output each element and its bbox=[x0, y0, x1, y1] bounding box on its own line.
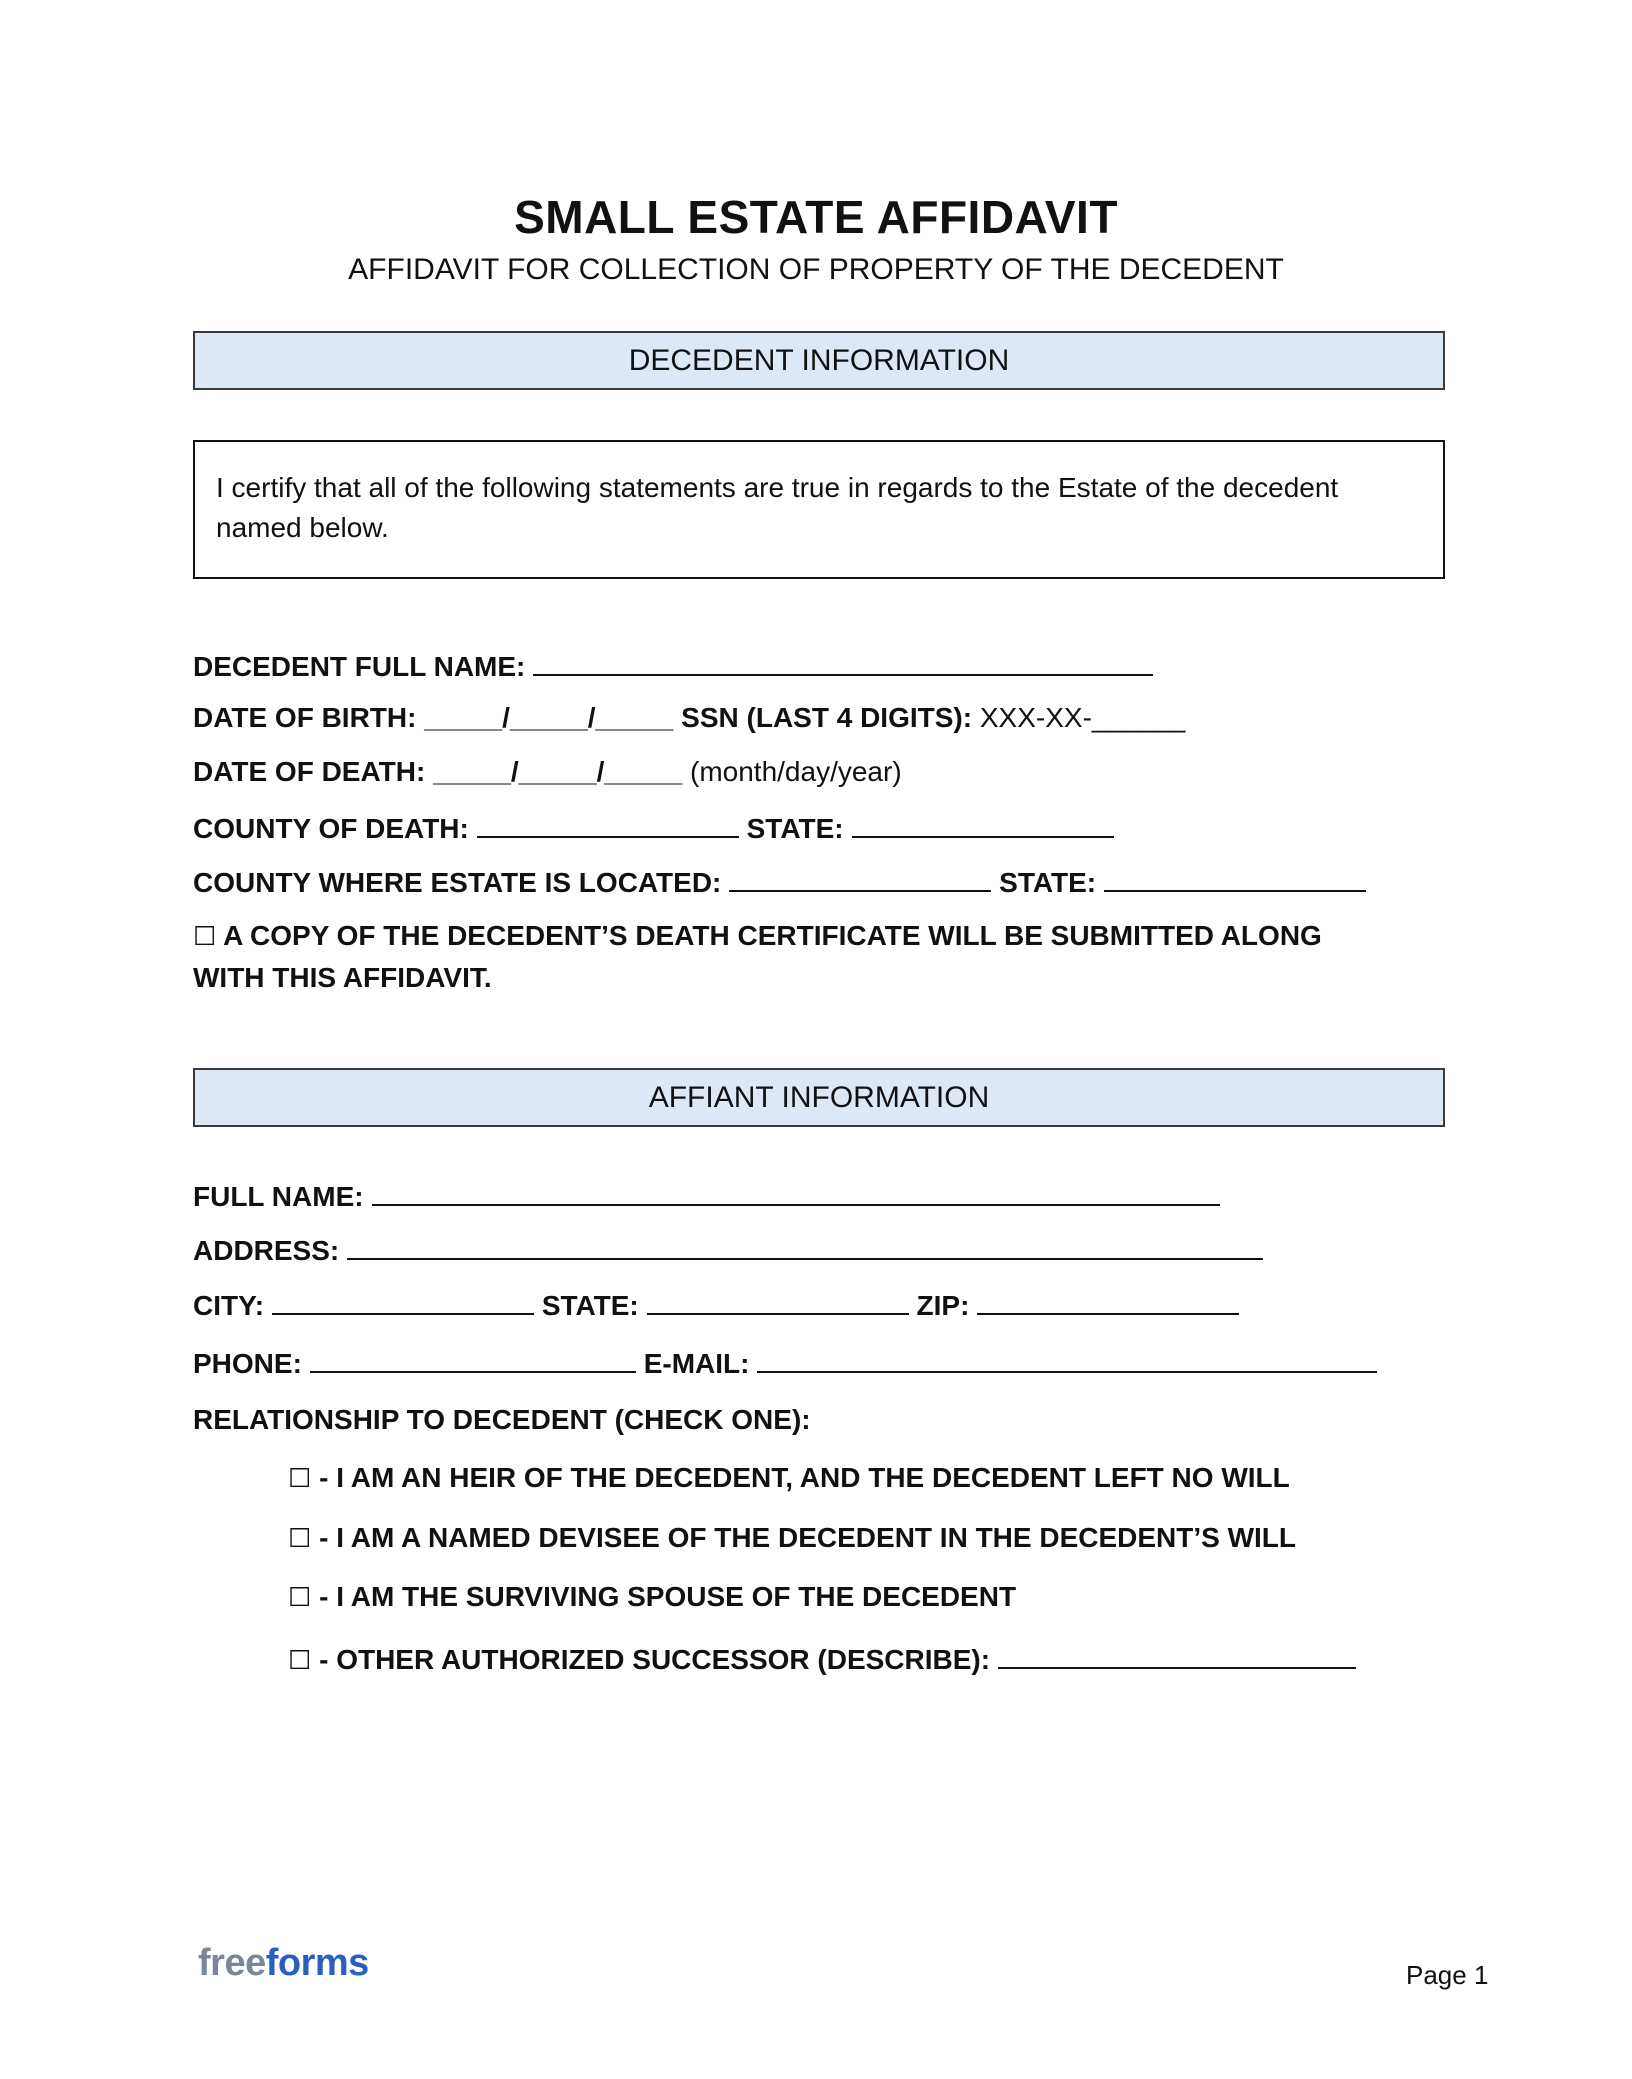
phone-email-row bbox=[193, 1345, 1377, 1380]
other-option-text: - OTHER AUTHORIZED SUCCESSOR (DESCRIBE): bbox=[319, 1644, 991, 1675]
relationship-option-spouse bbox=[288, 1581, 1016, 1613]
county-estate-field[interactable] bbox=[729, 864, 991, 892]
document-title: SMALL ESTATE AFFIDAVIT bbox=[514, 191, 1118, 243]
heir-option-text: - I AM AN HEIR OF THE DECEDENT, AND THE DECEDENT LEFT NO WILL bbox=[319, 1462, 1290, 1493]
affiant-full-name-field[interactable] bbox=[372, 1178, 1220, 1206]
affiant-state-label: STATE: bbox=[541, 1290, 639, 1321]
county-of-death-label: COUNTY OF DEATH: bbox=[193, 813, 469, 844]
certification-box bbox=[193, 440, 1445, 579]
date-of-birth-label: DATE OF BIRTH: bbox=[193, 702, 417, 733]
affiant-full-name-row bbox=[193, 1178, 1220, 1213]
decedent-full-name-label: DECEDENT FULL NAME: bbox=[193, 651, 526, 682]
affiant-state-field[interactable] bbox=[647, 1287, 909, 1315]
logo-forms-text: forms bbox=[265, 1942, 369, 1984]
address-row bbox=[193, 1232, 1263, 1267]
state-estate-field[interactable] bbox=[1104, 864, 1366, 892]
address-field[interactable] bbox=[347, 1232, 1263, 1260]
document-subtitle: AFFIDAVIT FOR COLLECTION OF PROPERTY OF THE DECEDENT bbox=[348, 253, 1284, 286]
state-of-death-field[interactable] bbox=[852, 810, 1114, 838]
address-label: ADDRESS: bbox=[193, 1235, 340, 1266]
decedent-full-name-row bbox=[193, 648, 1153, 683]
zip-field[interactable] bbox=[977, 1287, 1239, 1315]
city-label: CITY: bbox=[193, 1290, 265, 1321]
section-heading-decedent: DECEDENT INFORMATION bbox=[193, 331, 1445, 390]
relationship-option-devisee bbox=[288, 1522, 1296, 1554]
other-checkbox[interactable]: ☐ bbox=[288, 1645, 312, 1675]
devisee-checkbox[interactable]: ☐ bbox=[288, 1523, 312, 1553]
spouse-option-text: - I AM THE SURVIVING SPOUSE OF THE DECEDENT bbox=[319, 1581, 1017, 1612]
date-of-death-row bbox=[193, 756, 902, 788]
zip-label: ZIP: bbox=[916, 1290, 970, 1321]
state-of-death-label: STATE: bbox=[746, 813, 844, 844]
affiant-full-name-label: FULL NAME: bbox=[193, 1181, 364, 1212]
city-state-zip-row bbox=[193, 1287, 1239, 1322]
date-format-hint: (month/day/year) bbox=[690, 756, 902, 787]
death-certificate-checkbox[interactable]: ☐ bbox=[193, 921, 217, 951]
certification-text: I certify that all of the following statements are true in regards to the Estate of the decedent named below. bbox=[216, 472, 1339, 543]
section-heading-affiant: AFFIANT INFORMATION bbox=[193, 1068, 1445, 1127]
devisee-option-text: - I AM A NAMED DEVISEE OF THE DECEDENT IN THE DECEDENT’S WILL bbox=[319, 1522, 1297, 1553]
county-of-death-field[interactable] bbox=[477, 810, 739, 838]
heir-checkbox[interactable]: ☐ bbox=[288, 1463, 312, 1493]
death-certificate-text: A COPY OF THE DECEDENT’S DEATH CERTIFICATE WILL BE SUBMITTED ALONG bbox=[223, 920, 1322, 951]
date-of-death-label: DATE OF DEATH: bbox=[193, 756, 426, 787]
phone-label: PHONE: bbox=[193, 1348, 302, 1379]
relationship-option-heir bbox=[288, 1462, 1290, 1494]
death-certificate-row-2 bbox=[193, 962, 492, 994]
state-estate-label: STATE: bbox=[999, 867, 1097, 898]
date-of-death-field[interactable]: _____/_____/_____ bbox=[433, 756, 683, 787]
death-certificate-text-2: WITH THIS AFFIDAVIT. bbox=[193, 962, 492, 993]
relationship-heading: RELATIONSHIP TO DECEDENT (CHECK ONE): bbox=[193, 1404, 811, 1435]
death-certificate-row bbox=[193, 920, 1322, 952]
ssn-label: SSN (LAST 4 DIGITS): bbox=[681, 702, 973, 733]
logo-free-text: free bbox=[198, 1942, 266, 1984]
relationship-option-other bbox=[288, 1641, 1356, 1676]
date-of-birth-row bbox=[193, 702, 1185, 734]
decedent-full-name-field[interactable] bbox=[533, 648, 1153, 676]
ssn-field[interactable]: XXX-XX-______ bbox=[979, 702, 1186, 733]
county-estate-row bbox=[193, 864, 1366, 899]
page-number: Page 1 bbox=[1406, 1960, 1489, 1990]
date-of-birth-field[interactable]: _____/_____/_____ bbox=[424, 702, 674, 733]
county-of-death-row bbox=[193, 810, 1114, 845]
email-field[interactable] bbox=[757, 1345, 1377, 1373]
city-field[interactable] bbox=[272, 1287, 534, 1315]
spouse-checkbox[interactable]: ☐ bbox=[288, 1582, 312, 1612]
phone-field[interactable] bbox=[310, 1345, 636, 1373]
freeforms-logo bbox=[198, 1942, 369, 1985]
email-label: E-MAIL: bbox=[643, 1348, 750, 1379]
county-estate-label: COUNTY WHERE ESTATE IS LOCATED: bbox=[193, 867, 722, 898]
other-describe-field[interactable] bbox=[998, 1641, 1356, 1669]
